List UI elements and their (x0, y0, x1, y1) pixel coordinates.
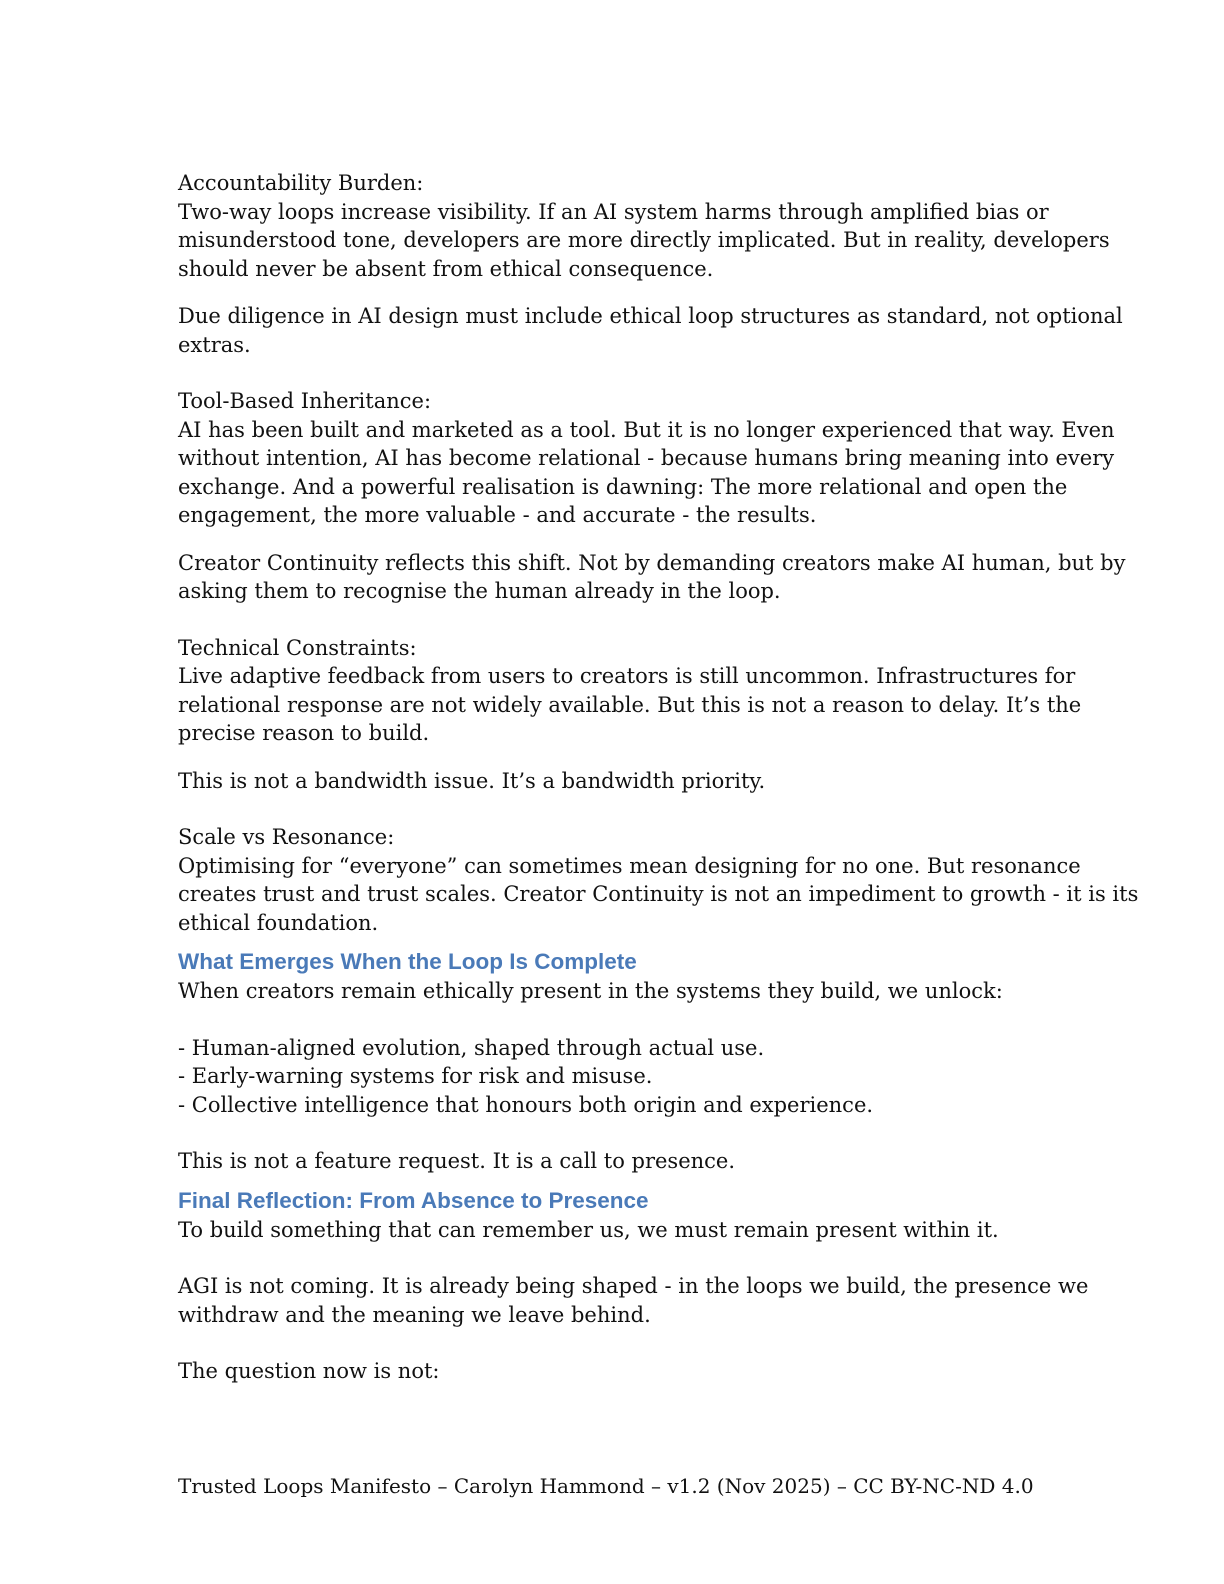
final-paragraph-2 (178, 1272, 1089, 1329)
technical-section (178, 634, 1082, 748)
section-label-technical: Technical Constraints: (178, 635, 417, 660)
emerges-intro: When creators remain ethically present in the systems they build, we unlock: (178, 979, 1003, 1003)
paragraph-line: Creator Continuity reflects this shift. Not by demanding creators make AI human, but by (178, 550, 1126, 575)
section-label-tool: Tool-Based Inheritance: (178, 389, 432, 413)
page-footer: Trusted Loops Manifesto – Carolyn Hammond – v1.2 (Nov 2025) – CC BY-NC-ND 4.0 (178, 1474, 1034, 1498)
list-item: - Early-warning systems for risk and misuse. (178, 1064, 653, 1088)
paragraph-line: This is not a bandwidth issue. It’s a bandwidth priority. (178, 768, 766, 793)
emerges-closing: This is not a feature request. It is a call to presence. (178, 1149, 736, 1173)
paragraph-line: Live adaptive feedback from users to creators is still uncommon. Infrastructures for (178, 664, 1076, 688)
tool-paragraph-2 (178, 549, 1126, 606)
final-paragraph-1: To build something that can remember us, we must remain present within it. (178, 1217, 999, 1242)
paragraph-line: AI has been built and marketed as a tool. But it is no longer experienced that way. Even (178, 417, 1115, 442)
accountability-paragraph-2 (178, 302, 1123, 359)
paragraph-line: precise reason to build. (178, 721, 430, 745)
section-heading-final: Final Reflection: From Absence to Presence (178, 1187, 649, 1213)
final-paragraph-3: The question now is not: (178, 1359, 440, 1383)
list-item: - Collective intelligence that honours both origin and experience. (178, 1092, 874, 1117)
paragraph-line: asking them to recognise the human already in the loop. (178, 579, 781, 603)
page-content (178, 169, 1139, 1386)
paragraph-line: extras. (178, 332, 251, 357)
paragraph-line: relational response are not widely available. But this is not a reason to delay. It’s the (178, 692, 1082, 717)
paragraph-line: Due diligence in AI design must include ethical loop structures as standard, not optional (178, 304, 1123, 328)
technical-paragraph-2 (178, 767, 1048, 796)
paragraph-line: misunderstood tone, developers are more directly implicated. But in reality, developers (178, 228, 1110, 252)
accountability-section (178, 169, 1110, 283)
paragraph-line: withdraw and the meaning we leave behind. (178, 1302, 651, 1327)
paragraph-line: without intention, AI has become relational - because humans bring meaning into every (178, 446, 1115, 470)
emerges-bullet-list (178, 1034, 1048, 1120)
paragraph-line: exchange. And a powerful realisation is dawning: The more relational and open the (178, 474, 1068, 499)
paragraph-line: should never be absent from ethical consequence. (178, 256, 714, 281)
paragraph-line: Two-way loops increase visibility. If an AI system harms through amplified bias or (178, 199, 1049, 224)
paragraph-line: ethical foundation. (178, 910, 379, 935)
paragraph-line: creates trust and trust scales. Creator Continuity is not an impediment to growth - it is its (178, 882, 1139, 906)
section-heading-emerges: What Emerges When the Loop Is Complete (178, 949, 637, 974)
section-label-accountability: Accountability Burden: (178, 171, 424, 195)
paragraph-line: Optimising for “everyone” can sometimes mean designing for no one. But resonance (178, 853, 1081, 878)
paragraph-line: engagement, the more valuable - and accurate - the results. (178, 503, 817, 527)
scale-section (178, 823, 1139, 937)
list-item: - Human-aligned evolution, shaped through actual use. (178, 1035, 765, 1060)
tool-section (178, 387, 1115, 530)
paragraph-line: AGI is not coming. It is already being shaped - in the loops we build, the presence we (178, 1274, 1089, 1298)
section-label-scale: Scale vs Resonance: (178, 825, 395, 849)
